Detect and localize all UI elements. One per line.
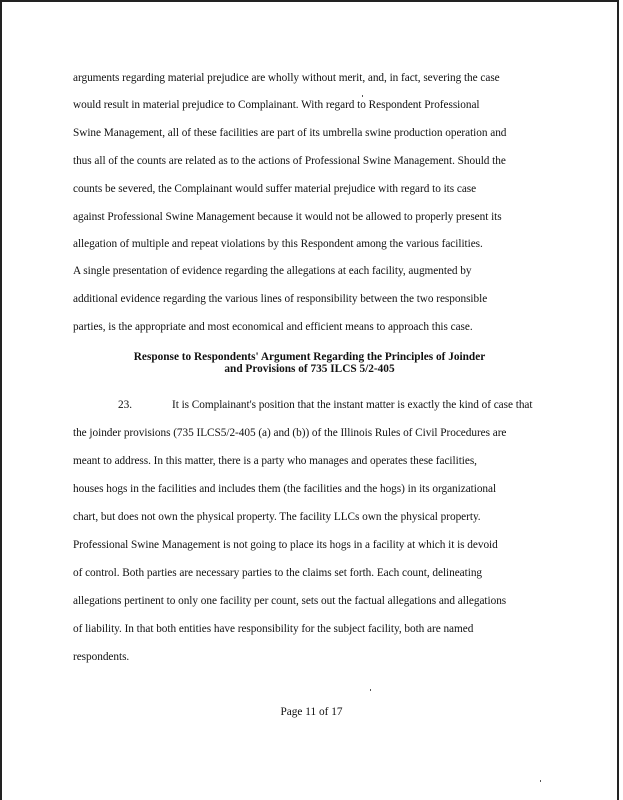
page-right-border — [617, 0, 619, 800]
body-line: parties, is the appropriate and most economical and efficient means to approach this case. — [73, 321, 473, 333]
scan-speck — [362, 95, 363, 97]
page-number: Page 11 of 17 — [280, 706, 343, 718]
body-line: would result in material prejudice to Complainant. With regard to Respondent Professional — [73, 99, 480, 111]
section-heading-line-1: Response to Respondents' Argument Regarding the Principles of Joinder — [133, 351, 486, 363]
body-line: arguments regarding material prejudice are wholly without merit, and, in fact, severing the case — [73, 72, 500, 84]
body-line: of control. Both parties are necessary parties to the claims set forth. Each count, delineating — [73, 567, 483, 579]
body-line: Swine Management, all of these facilities are part of its umbrella swine production operation and — [73, 127, 507, 139]
scan-speck — [540, 780, 541, 782]
body-line: allegation of multiple and repeat violations by this Respondent among the various facilities. — [73, 238, 483, 250]
scan-speck — [370, 689, 371, 691]
body-line: meant to address. In this matter, there is a party who manages and operates these facilities, — [73, 455, 477, 467]
body-line: thus all of the counts are related as to the actions of Professional Swine Management. Should the — [73, 155, 506, 167]
body-line: houses hogs in the facilities and includes them (the facilities and the hogs) in its organizational — [73, 483, 497, 495]
body-line: respondents. — [73, 651, 130, 663]
paragraph-number: 23. — [118, 399, 133, 411]
body-line: allegations pertinent to only one facility per count, sets out the factual allegations and allegations — [73, 595, 507, 607]
page-left-border — [0, 0, 2, 800]
body-line: the joinder provisions (735 ILCS5/2-405 (a) and (b)) of the Illinois Rules of Civil Procedures are — [73, 427, 507, 439]
body-line: counts be severed, the Complainant would suffer material prejudice with regard to its case — [73, 183, 477, 195]
body-line: chart, but does not own the physical property. The facility LLCs own the physical property. — [73, 511, 481, 523]
body-line: additional evidence regarding the various lines of responsibility between the two responsible — [73, 293, 488, 305]
section-heading-line-2: and Provisions of 735 ILCS 5/2-405 — [224, 363, 395, 375]
body-line: Professional Swine Management is not going to place its hogs in a facility at which it is devoid — [73, 539, 498, 551]
body-line: against Professional Swine Management because it would not be allowed to properly present its — [73, 211, 502, 223]
body-line: of liability. In that both entities have responsibility for the subject facility, both are named — [73, 623, 474, 635]
page-top-border — [0, 0, 619, 2]
paragraph-first-line: It is Complainant's position that the instant matter is exactly the kind of case that — [172, 399, 533, 411]
body-line: A single presentation of evidence regarding the allegations at each facility, augmented by — [73, 265, 472, 277]
